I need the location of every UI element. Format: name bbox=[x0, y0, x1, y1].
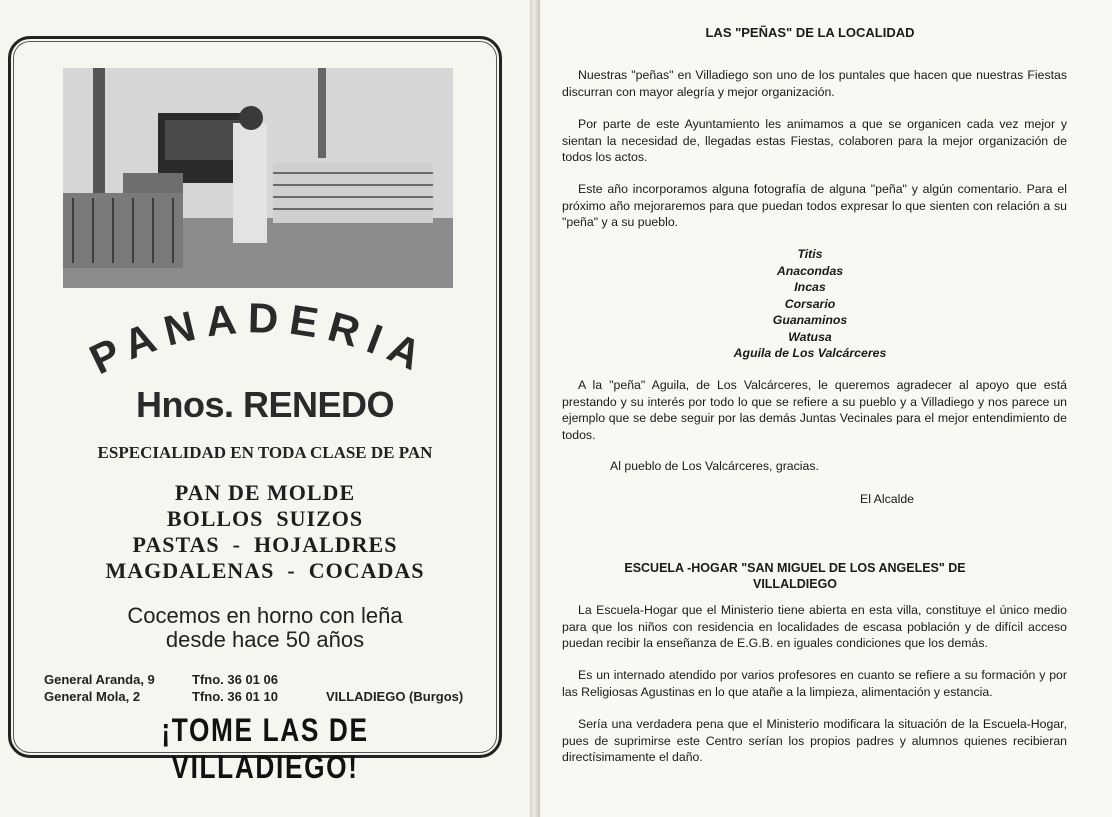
contact-row bbox=[44, 688, 494, 705]
product-item: PASTAS - HOJALDRES bbox=[132, 532, 398, 557]
ad-slogan: ¡TOME LAS DE VILLADIEGO! bbox=[161, 712, 369, 785]
pena-name: Aguila de Los Valcárceres bbox=[733, 346, 887, 360]
product-list bbox=[20, 480, 510, 584]
claim-line: Cocemos en horno con leña bbox=[127, 603, 403, 628]
svg-text:PANADERIA bbox=[82, 294, 437, 383]
article-paragraph: La Escuela-Hogar que el Ministerio tiene abierta en esta villa, constituye el único medio para que los niños con residencia en localidades de escasa población y de difícil acceso puedan recibir la enseñanza de E.G.B. en iguales condiciones que los demás. bbox=[562, 603, 1067, 650]
product-item: BOLLOS SUIZOS bbox=[166, 506, 364, 531]
pena-name: Titis bbox=[797, 247, 823, 261]
pena-name: Guanaminos bbox=[772, 313, 848, 327]
article-paragraph: Es un internado atendido por varios profesores en cuanto se refiere a su formación y por las Religiosas Agustinas en lo que atañe a la limpieza, alimentación y estancia. bbox=[562, 668, 1067, 699]
product-item: PAN DE MOLDE bbox=[174, 480, 356, 505]
contact-address: General Aranda, 9 bbox=[44, 672, 155, 687]
article-paragraph: Sería una verdadera pena que el Ministerio modificara la situación de la Escuela-Hogar, pues de suprimirse este Centro serían los propios padres y alumnos quienes recibieran directísimamente el daño. bbox=[562, 717, 1067, 764]
pena-name: Incas bbox=[794, 280, 826, 294]
contact-phone: Tfno. 36 01 10 bbox=[192, 689, 278, 704]
bakery-oven-photo bbox=[63, 68, 453, 288]
bakery-name-arc bbox=[60, 280, 460, 390]
arc-title-text: PANADERIA bbox=[82, 294, 438, 384]
contact-city: VILLADIEGO (Burgos) bbox=[326, 689, 464, 704]
pena-name: Corsario bbox=[784, 296, 836, 311]
article-paragraph: A la "peña" Aguila, de Los Valcárceres, le queremos agradecer al apoyo que está prestando y su interés por todo lo que se refiere a su pueblo y a Villadiego y nos parece un ejemplo que se debe seguir por las demás Juntas Vecinales para el mejor entendimiento de todos. bbox=[562, 378, 1067, 442]
article-title: ESCUELA -HOGAR "SAN MIGUEL DE LOS ANGELES" DE VILLALDIEGO bbox=[624, 561, 966, 591]
contact-block bbox=[44, 671, 494, 705]
product-item: MAGDALENAS - COCADAS bbox=[105, 558, 425, 583]
penas-list bbox=[560, 246, 1060, 362]
bakery-specialty: ESPECIALIDAD EN TODA CLASE DE PAN bbox=[97, 443, 433, 462]
contact-phone: Tfno. 36 01 06 bbox=[192, 672, 278, 687]
thanks-line: Al pueblo de Los Valcárceres, gracias. bbox=[610, 459, 819, 473]
book-gutter bbox=[530, 0, 540, 817]
pena-name: Anacondas bbox=[776, 263, 844, 278]
signature: El Alcalde bbox=[860, 492, 915, 506]
bakery-claim bbox=[20, 604, 510, 652]
claim-line: desde hace 50 años bbox=[165, 627, 365, 652]
contact-row bbox=[44, 671, 494, 688]
article-title: LAS "PEÑAS" DE LA LOCALIDAD bbox=[705, 25, 915, 40]
pena-name: Watusa bbox=[788, 329, 832, 344]
article-paragraph: Este año incorporamos alguna fotografía de alguna "peña" y algún comentario. Para el próximo año mejoraremos para que puedan todos expresar lo que sienten con relación a su "peña" y a su pueblo. bbox=[562, 182, 1067, 229]
contact-address: General Mola, 2 bbox=[44, 689, 141, 704]
article-paragraph: Nuestras "peñas" en Villadiego son uno de los puntales que hacen que nuestras Fiestas discurran con mayor alegría y mejor organización. bbox=[562, 68, 1067, 99]
bakery-brand: Hnos. RENEDO bbox=[135, 384, 395, 425]
article-paragraph: Por parte de este Ayuntamiento les animamos a que se organicen cada vez mejor y sientan la necesidad de, llegadas estas Fiestas, colaboren para la mejor organización de todos los actos. bbox=[562, 117, 1067, 164]
